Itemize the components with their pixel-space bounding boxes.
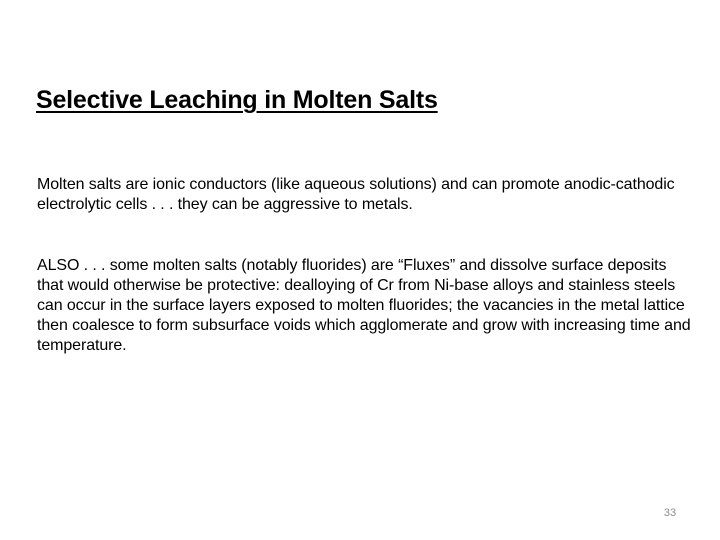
page-number: 33: [663, 507, 677, 519]
paragraph-molten-salts-conductors: Molten salts are ionic conductors (like aqueous solutions) and can promote anodic-cathodic electrolytic cells . . . they can be aggressive to metals.: [37, 176, 675, 213]
paragraph-fluxes-dealloying: ALSO . . . some molten salts (notably fluorides) are “Fluxes” and dissolve surface deposits that would otherwise be protective: dealloying of Cr from Ni-base alloys and stainless steels can occur in the surface layers exposed to molten fluorides; the vacancies in the metal lattice then coalesce to form subsurface voids which agglomerate and grow with increasing time and temperature.: [37, 257, 691, 354]
slide-title: Selective Leaching in Molten Salts: [36, 86, 438, 114]
